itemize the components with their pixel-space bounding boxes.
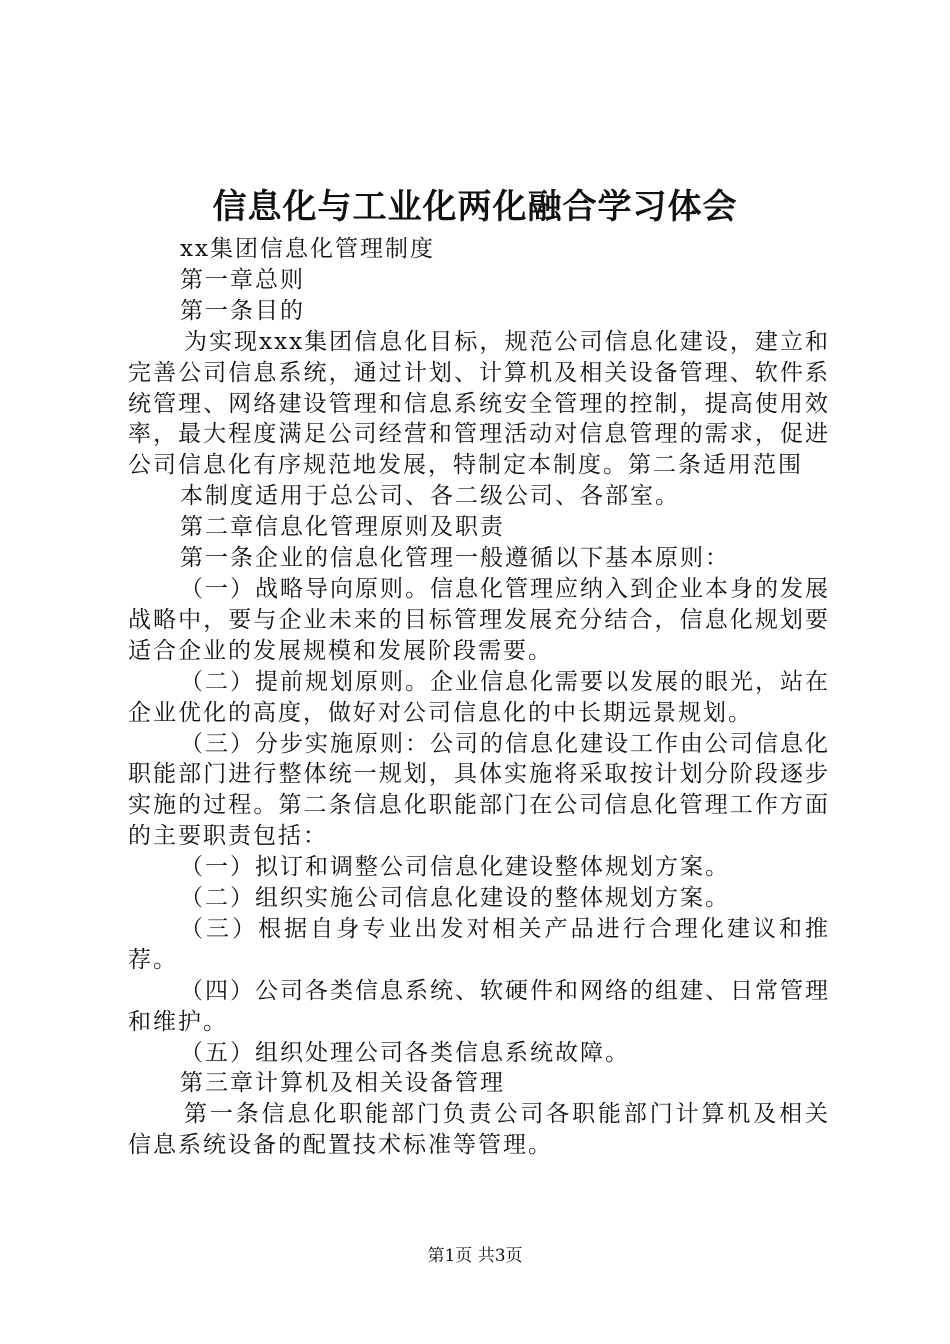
list-item: （一）拟订和调整公司信息化建设整体规划方案。	[180, 854, 730, 881]
list-item: （五）组织处理公司各类信息系统故障。	[180, 1039, 630, 1066]
document-title: 信息化与工业化两化融合学习体会	[212, 187, 738, 227]
document-body	[128, 234, 830, 1161]
list-item: （二）提前规划原则。企业信息化需要以发展的眼光，站在企业优化的高度，做好对公司信息化的中长期远景规划。	[128, 668, 830, 726]
paragraph-chapter-2: 第二章信息化管理原则及职责	[180, 514, 505, 541]
paragraph-scope: 本制度适用于总公司、各二级公司、各部室。	[180, 483, 680, 510]
list-item: （四）公司各类信息系统、软硬件和网络的组建、日常管理和维护。	[128, 977, 830, 1035]
page-number-footer: 第1页 共3页	[427, 1246, 523, 1266]
paragraph-purpose-body: 为实现xxx集团信息化目标，规范公司信息化建设，建立和完善公司信息系统，通过计划、计算机及相关设备管理、软件系统管理、网络建设管理和信息系统安全管理的控制，提高使用效率，最大程度满足公司经营和管理活动对信息管理的需求，促进公司信息化有序规范地发展，特制定本制度。第二条适用范围	[128, 328, 830, 479]
list-item: （三）根据自身专业出发对相关产品进行合理化建议和推荐。	[128, 915, 830, 973]
paragraph-article-purpose: 第一条目的	[180, 297, 305, 324]
list-item: （三）分步实施原则：公司的信息化建设工作由公司信息化职能部门进行整体统一规划，具体实施将采取按计划分阶段逐步实施的过程。第二条信息化职能部门在公司信息化管理工作方面的主要职责包括：	[128, 730, 830, 850]
list-item: （二）组织实施公司信息化建设的整体规划方案。	[180, 885, 730, 912]
paragraph-heading-system: xx集团信息化管理制度	[180, 236, 435, 262]
paragraph-equipment-article: 第一条信息化职能部门负责公司各职能部门计算机及相关信息系统设备的配置技术标准等管理。	[128, 1101, 830, 1159]
list-item: （一）战略导向原则。信息化管理应纳入到企业本身的发展战略中，要与企业未来的目标管理发展充分结合，信息化规划要适合企业的发展规模和发展阶段需要。	[128, 575, 830, 664]
paragraph-chapter-3: 第三章计算机及相关设备管理	[180, 1070, 505, 1097]
paragraph-principles-intro: 第一条企业的信息化管理一般遵循以下基本原则：	[180, 545, 730, 572]
paragraph-chapter-1: 第一章总则	[180, 266, 305, 293]
